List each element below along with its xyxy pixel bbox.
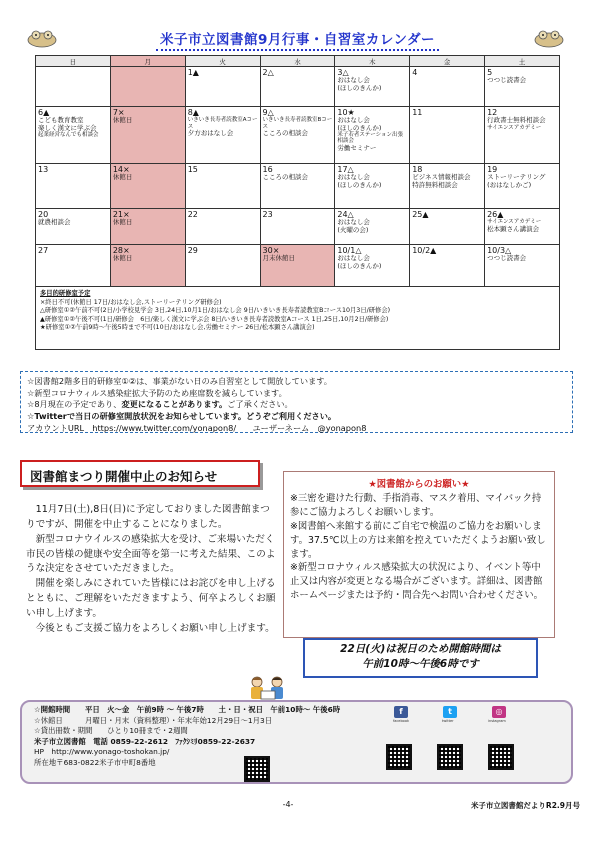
request-line: ※図書館へ来館する前にご自宅で検温のご協力をお願いします。37.5℃以上の方は来館を控えていただくようお願い致します。 xyxy=(290,520,546,560)
festival-paragraph: 新型コロナウイルスの感染拡大を受け、ご来場いただく市民の皆様の健康や安全面等を第一に考えた結果、このような決定をさせていただきました。 xyxy=(26,533,276,575)
calendar-event: おはなし会 xyxy=(337,116,370,125)
weekday-header-row xyxy=(36,56,560,67)
calendar-event: 休館日 xyxy=(112,173,133,182)
calendar-event: (ほしのきんか) xyxy=(337,123,382,132)
calendar-event: おはなし会 xyxy=(337,218,370,227)
calendar-event: いきいき長寿者読教室Bコース xyxy=(262,117,333,130)
day-number: 10/3△ xyxy=(487,246,512,255)
calendar-day-cell xyxy=(485,67,560,107)
day-number: 1▲ xyxy=(187,68,199,77)
info-text: ☆8月現在の予定であり、 xyxy=(27,399,122,410)
notes-line: ★研修室①②午前9時～午後5時まで不可(10日/おはなし会,労働セミナー 26日/松本顕さん講演会) xyxy=(40,324,315,331)
weekday-header: 土 xyxy=(485,56,560,67)
info-line: ☆新型コロナウィルス感染症拡大予防のため座席数を減らしています。 xyxy=(27,387,287,398)
day-number: 17△ xyxy=(337,165,354,174)
day-number: 23 xyxy=(262,210,273,219)
twitter-icon[interactable]: t xyxy=(443,706,457,718)
opening-hours: ☆開館時間 平日 火～金 午前9時 ～ 午後7時 土・日・祝日 午前10時～ 午後6時 xyxy=(34,705,341,714)
calendar-event: こころの相談会 xyxy=(262,128,309,137)
title-container xyxy=(20,28,575,52)
instagram-label: instagram xyxy=(488,719,506,723)
calendar-event: サイエンスアカデミー xyxy=(487,124,542,131)
holiday-line: 午前10時～午後6時です xyxy=(362,658,479,671)
calendar-event: (おはなしかご) xyxy=(487,180,532,189)
day-number: 26▲ xyxy=(487,210,504,219)
calendar-event: ストーリーテリング xyxy=(487,173,546,182)
calendar-event: 米子若者ステーション出張相談会 xyxy=(337,132,404,145)
calendar-event: おはなし会 xyxy=(337,254,370,263)
calendar-day-cell xyxy=(335,245,410,287)
festival-cancel-body xyxy=(26,503,278,637)
day-number: 15 xyxy=(187,165,198,174)
calendar-day-cell xyxy=(260,107,335,164)
calendar-day-cell xyxy=(36,67,111,107)
festival-paragraph: 開催を楽しみにされていた皆様にはお詫びを申し上げるとともに、ご理解をいただきますよう、何卒よろしくお願い申し上げます。 xyxy=(26,578,276,620)
day-number: 13 xyxy=(38,165,49,174)
calendar-day-cell xyxy=(36,245,111,287)
calendar-day-cell xyxy=(185,245,260,287)
day-number: 27 xyxy=(38,246,49,255)
request-line: ※新型コロナウィルス感染拡大の状況により、イベント等中止又は内容が変更となる場合がございます。詳細は、図書館ホームページまたは予約・問合先へお問い合わせください。 xyxy=(290,562,543,602)
reading-children-illustration xyxy=(243,675,293,703)
day-number: 19 xyxy=(487,165,498,174)
request-line: ※三密を避けた行動、手指消毒、マスク着用、マイバック持参にご協力よろしくお願いします。 xyxy=(290,492,542,518)
calendar-event: (ほしのきんか) xyxy=(337,83,382,92)
calendar-event: (火曜の会) xyxy=(337,225,369,234)
day-number: 6▲ xyxy=(38,108,50,117)
weekday-header: 日 xyxy=(36,56,111,67)
calendar-body xyxy=(36,67,560,287)
day-number: 3△ xyxy=(337,68,349,77)
study-room-info-box xyxy=(20,371,573,433)
info-line: ☆図書館2階多目的研修室①②は、事業がない日のみ自習室として開放しています。 xyxy=(27,376,332,386)
day-number: 10★ xyxy=(337,108,355,117)
calendar-day-cell xyxy=(260,67,335,107)
calendar-event: ビジネス情報相談会 xyxy=(412,173,471,182)
day-number: 10/2▲ xyxy=(412,246,437,255)
calendar-event: こども教育教室 xyxy=(38,116,84,125)
calendar-week-row xyxy=(36,245,560,287)
calendar-day-cell xyxy=(260,164,335,209)
calendar-day-cell xyxy=(36,209,111,245)
festival-cancel-heading: 図書館まつり開催中止のお知らせ xyxy=(20,460,260,487)
notes-heading: 多目的研修室予定 xyxy=(40,290,91,297)
address: 所在地〒683-0822米子市中町8番地 xyxy=(34,757,156,767)
calendar-day-cell xyxy=(485,164,560,209)
weekday-header: 水 xyxy=(260,56,335,67)
calendar-day-cell xyxy=(110,209,185,245)
calendar-day-cell xyxy=(410,209,485,245)
facebook-label: facebook xyxy=(393,719,409,723)
calendar-event: おはなし会 xyxy=(337,76,370,85)
calendar-day-cell xyxy=(185,209,260,245)
weekday-header: 金 xyxy=(410,56,485,67)
calendar-day-cell xyxy=(335,209,410,245)
day-number: 5 xyxy=(487,68,493,77)
calendar-day-cell xyxy=(260,245,335,287)
calendar-event: サイエンスアカデミー xyxy=(487,219,542,226)
day-number: 8▲ xyxy=(187,108,199,117)
day-number: 28× xyxy=(112,246,130,255)
day-number: 29 xyxy=(187,246,198,255)
notes-line: △研修室①②午前不可(2日/小学校見学会 3日,24日,10月1日/おはなし会 9日/いきいき長寿者読教室Bコース10月3日/研修会) xyxy=(40,307,391,314)
calendar-event: 楽しく漢文に学ぶ会 xyxy=(38,123,97,132)
calendar-day-cell xyxy=(410,245,485,287)
closed-days: ☆休館日 月曜日・月末（資料整理）・年末年始12月29日～1月3日 xyxy=(34,715,273,725)
calendar-event: 松本顕さん講演会 xyxy=(487,224,540,233)
loan-limit: ☆貸出冊数・期間 ひとり10冊まで・2週間 xyxy=(34,726,188,736)
info-emphasis: 変更になることがあります。 xyxy=(121,399,228,410)
calendar-day-cell xyxy=(110,67,185,107)
calendar-day-cell xyxy=(410,67,485,107)
instagram-icon[interactable]: ◎ xyxy=(492,706,506,718)
calendar-event: おはなし会 xyxy=(337,173,370,182)
calendar-day-cell xyxy=(185,107,260,164)
day-number: 7× xyxy=(112,108,125,117)
calendar-day-cell xyxy=(335,164,410,209)
day-number: 4 xyxy=(412,68,418,77)
day-number: 21× xyxy=(112,210,130,219)
calendar-event: つつじ読書会 xyxy=(487,254,527,263)
calendar-event: 休館日 xyxy=(112,218,133,227)
calendar-day-cell xyxy=(485,107,560,164)
twitter-qr-code-icon xyxy=(437,744,463,770)
day-number: 16 xyxy=(262,165,273,174)
festival-paragraph: 今後ともご支援ご協力をよろしくお願い申し上げます。 xyxy=(35,622,275,634)
facebook-icon[interactable]: f xyxy=(394,706,408,718)
day-number: 22 xyxy=(187,210,198,219)
calendar-day-cell xyxy=(485,245,560,287)
calendar-day-cell xyxy=(110,245,185,287)
calendar-day-cell xyxy=(36,164,111,209)
calendar-day-cell xyxy=(110,107,185,164)
contact-phone: 米子市立図書館 電話 0859-22-2612 ﾌｧｸｼﾐﾘ0859-22-2637 xyxy=(34,736,256,746)
calendar-day-cell xyxy=(185,164,260,209)
calendar-day-cell xyxy=(335,107,410,164)
room-schedule-notes xyxy=(36,287,560,350)
calendar-day-cell xyxy=(110,164,185,209)
calendar-week-row xyxy=(36,164,560,209)
info-text: ご了承ください。 xyxy=(227,399,293,410)
festival-paragraph: 11月7日(土),8日(日)に予定しておりました図書館まつりですが、開催を中止することになりました。 xyxy=(26,504,270,530)
day-number: 9△ xyxy=(262,108,274,117)
homepage-qr-code-icon xyxy=(244,756,270,782)
instagram-qr-code-icon xyxy=(488,744,514,770)
event-calendar xyxy=(35,55,560,350)
twitter-label: twitter xyxy=(442,719,454,723)
homepage-link[interactable]: HP http://www.yonago-toshokan.jp/ xyxy=(34,747,170,757)
day-number: 30× xyxy=(262,246,280,255)
day-number: 11 xyxy=(412,108,423,117)
notes-line: ▲研修室①②午後不可(1日/研修会 6日/楽しく漢文に学ぶ会 8日/いきいき長寿者読教室Aコース 1日,25日,10月2日/研修会) xyxy=(40,315,389,323)
calendar-day-cell xyxy=(410,107,485,164)
notes-line: ×終日不可(休館日 17日/おはなし会,ストーリーテリング研修会) xyxy=(40,298,222,306)
library-request-box xyxy=(283,471,555,638)
info-line xyxy=(27,399,566,411)
calendar-week-row xyxy=(36,67,560,107)
day-number: 24△ xyxy=(337,210,354,219)
calendar-event: (ほしのきんか) xyxy=(337,180,382,189)
calendar-event: 行政書士無料相談会 xyxy=(487,116,546,125)
issue-label: 米子市立図書館だよりR2.9月号 xyxy=(470,801,580,810)
day-number: 18 xyxy=(412,165,423,174)
calendar-day-cell xyxy=(36,107,111,164)
day-number: 12 xyxy=(487,108,498,117)
calendar-event: 起業経営なんでも相談会 xyxy=(38,132,99,139)
holiday-hours-banner xyxy=(303,638,538,678)
calendar-day-cell xyxy=(335,67,410,107)
facebook-qr-code-icon xyxy=(386,744,412,770)
library-info-footer xyxy=(20,700,573,784)
calendar-week-row xyxy=(36,209,560,245)
calendar-event: 休館日 xyxy=(112,254,133,263)
day-number: 2△ xyxy=(262,68,274,77)
day-number: 20 xyxy=(38,210,49,219)
calendar-event: 特許無料相談会 xyxy=(412,180,458,189)
weekday-header: 火 xyxy=(185,56,260,67)
calendar-event: (ほしのきんか) xyxy=(337,261,382,270)
calendar-event: 休館日 xyxy=(112,116,133,125)
day-number: 25▲ xyxy=(412,210,429,219)
calendar-event: 労働セミナー xyxy=(337,143,377,152)
day-number: 10/1△ xyxy=(337,246,362,255)
calendar-day-cell xyxy=(260,209,335,245)
request-title: ★図書館からのお願い★ xyxy=(368,479,470,490)
calendar-event: 月末休館日 xyxy=(262,254,296,263)
holiday-line: 22日(火)は祝日のため開館時間は xyxy=(340,643,501,655)
calendar-day-cell xyxy=(485,209,560,245)
calendar-week-row xyxy=(36,107,560,164)
calendar-event: こころの相談会 xyxy=(262,173,309,182)
calendar-event: 夕方おはなし会 xyxy=(187,128,234,137)
weekday-header: 木 xyxy=(335,56,410,67)
page-number: -4- xyxy=(282,800,294,809)
info-line: ☆Twitterで当日の研修室開放状況をお知らせしています。どうぞご利用ください。 xyxy=(27,410,337,421)
calendar-event: いきいき長寿者読教室Aコース xyxy=(187,117,258,130)
calendar-day-cell xyxy=(185,67,260,107)
calendar-day-cell xyxy=(410,164,485,209)
twitter-account-line[interactable]: アカウントURL https://www.twitter.com/yonapon8/ ユーザーネーム @yonapon8 xyxy=(27,422,367,433)
calendar-event: つつじ読書会 xyxy=(487,76,527,85)
page-title: 米子市立図書館9月行事・自習室カレンダー xyxy=(156,28,439,51)
weekday-header: 月 xyxy=(110,56,185,67)
day-number: 14× xyxy=(112,165,130,174)
calendar-event: 就農相談会 xyxy=(38,218,71,227)
